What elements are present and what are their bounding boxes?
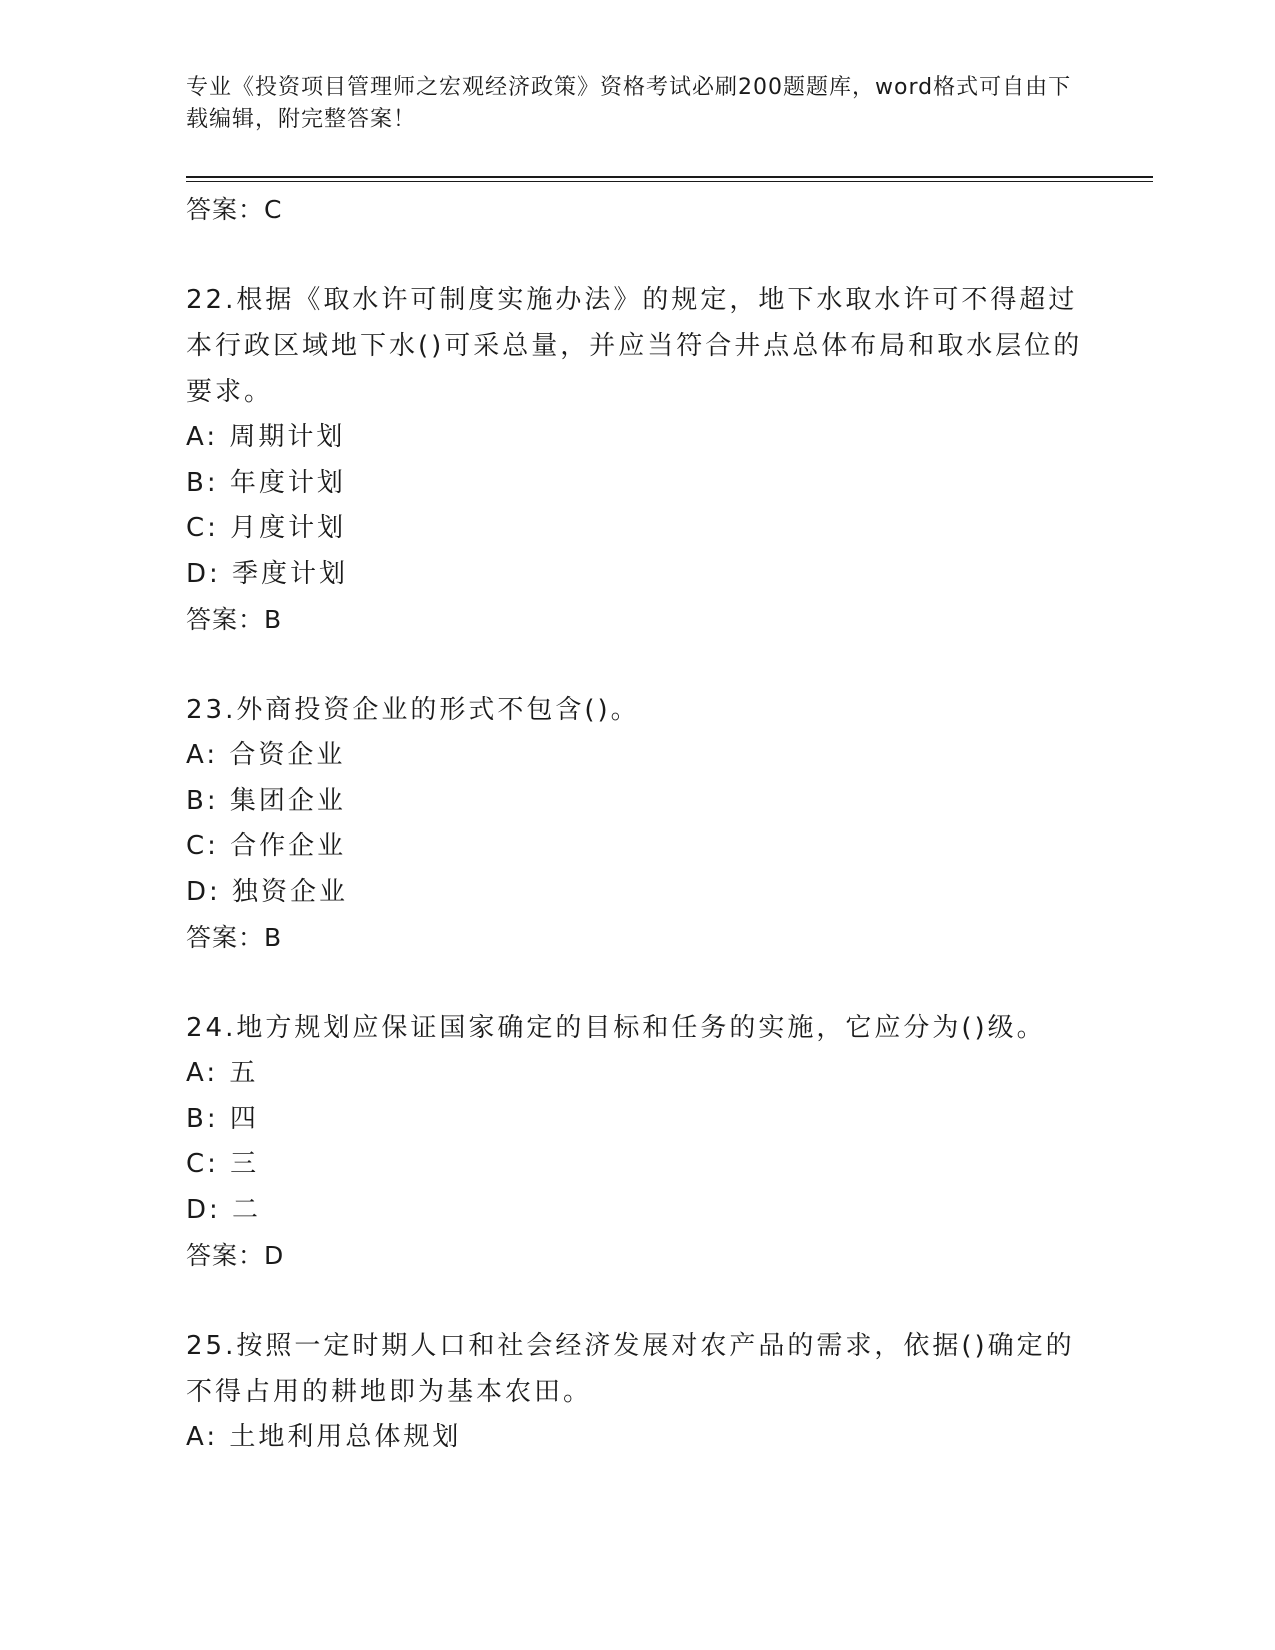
option-a: A: 合资企业	[186, 740, 346, 770]
option-a: A: 周期计划	[186, 422, 346, 452]
option-c: C: 三	[186, 1149, 260, 1179]
spacer	[186, 961, 1086, 1005]
option-a: A: 五	[186, 1058, 259, 1088]
question-text: 23.外商投资企业的形式不包含()。	[186, 695, 640, 725]
option-b: B: 年度计划	[186, 467, 346, 498]
question-block	[186, 687, 1086, 961]
option-a: A: 土地利用总体规划	[186, 1422, 462, 1452]
question-block	[186, 1323, 1086, 1461]
option-c: C: 合作企业	[186, 831, 347, 861]
answer-line: 答案：B	[186, 923, 283, 952]
option-d: D: 独资企业	[186, 876, 349, 907]
answer-line: 答案：B	[186, 605, 283, 634]
question-block	[186, 1005, 1086, 1279]
page-header: 专业《投资项目管理师之宏观经济政策》资格考试必刷200题题库，word格式可自由下载编辑，附完整答案！	[186, 75, 1072, 132]
answer-line: 答案：C	[186, 195, 283, 224]
answer-line: 答案：D	[186, 1241, 285, 1270]
spacer	[186, 1279, 1086, 1323]
question-text: 25.按照一定时期人口和社会经济发展对农产品的需求，依据()确定的不得占用的耕地即为基本农田。	[186, 1331, 1075, 1407]
header-divider-thin	[186, 181, 1153, 182]
header-divider-thick	[186, 176, 1153, 178]
question-text: 22.根据《取水许可制度实施办法》的规定，地下水取水许可不得超过本行政区域地下水()可采总量，并应当符合井点总体布局和取水层位的要求。	[186, 285, 1083, 407]
spacer	[186, 233, 1086, 277]
question-block	[186, 277, 1086, 643]
option-b: B: 四	[186, 1103, 259, 1134]
question-text: 24.地方规划应保证国家确定的目标和任务的实施，它应分为()级。	[186, 1013, 1046, 1043]
question-list	[186, 187, 1086, 1461]
option-b: B: 集团企业	[186, 785, 346, 816]
spacer	[186, 643, 1086, 687]
option-d: D: 二	[186, 1194, 262, 1225]
option-d: D: 季度计划	[186, 558, 349, 589]
option-c: C: 月度计划	[186, 513, 347, 543]
